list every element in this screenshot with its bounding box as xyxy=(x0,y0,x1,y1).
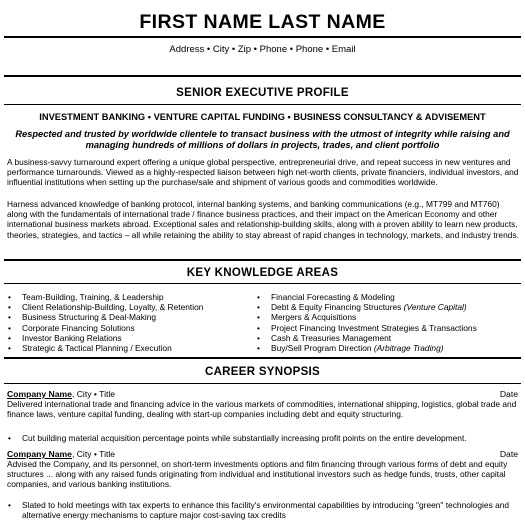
job-date: Date xyxy=(499,389,518,399)
knowledge-item: • Team-Building, Training, & Leadership xyxy=(8,292,203,302)
job-location-title: , City • Title xyxy=(71,389,116,399)
knowledge-top-rule xyxy=(4,259,521,261)
knowledge-item xyxy=(257,292,477,302)
knowledge-item-text: Project Financing Investment Strategies & Transactions xyxy=(271,322,477,333)
knowledge-item: • Corporate Financing Solutions xyxy=(8,323,203,333)
career-top-rule xyxy=(4,357,521,359)
profile-bottom-rule xyxy=(4,104,521,105)
candidate-name: FIRST NAME LAST NAME xyxy=(139,11,386,33)
job-achievements xyxy=(8,500,516,520)
profile-skills-paragraph: Harness advanced knowledge of banking protocol, internal banking systems, and banking communications (e.g., MT799 and MT760) along with the fundamentals of international trade / finance business practices, and their impact on the American Economy and other international business markets abroad. Exceptional sales and relationship-building skills, along with a proven ability to learn new products, theories, strategies, and tactics – all while retaining the ability to stay abreast of rapid changes in technology, markets, and industry trends. xyxy=(7,199,519,240)
knowledge-item: • Business Structuring & Deal-Making xyxy=(8,312,203,322)
achievement-item: • Slated to hold meetings with tax experts to enhance this facility's environmental capabilities by introducing "green" technologies and alternative energy mechanisms to capture major cost-saving tax credits xyxy=(8,500,516,520)
profile-summary-paragraph: A business-savvy turnaround expert offering a unique global perspective, entrepreneurial drive, and repeat success in new ventures and performance turnarounds. Viewed as a highly-respected liaison between high net-worth clients, private financiers, individual investors, and influential institutions when setting up the purchase/sale and shipment of various goods and commodities worldwide. xyxy=(7,157,519,188)
career-bottom-rule xyxy=(4,383,521,384)
knowledge-item: • Client Relationship-Building, Loyalty, & Retention xyxy=(8,302,203,312)
knowledge-item: • Strategic & Tactical Planning / Execution xyxy=(8,343,203,353)
job-date: Date xyxy=(499,449,518,459)
knowledge-item xyxy=(257,302,477,312)
company-name: Company Name xyxy=(7,389,72,399)
job-achievements xyxy=(8,433,516,443)
profile-heading: SENIOR EXECUTIVE PROFILE xyxy=(176,87,349,99)
knowledge-item-text: Debt & Equity Financing Structures xyxy=(271,302,404,313)
knowledge-bottom-rule xyxy=(4,283,521,284)
knowledge-heading: KEY KNOWLEDGE AREAS xyxy=(186,267,339,279)
knowledge-item xyxy=(257,343,477,353)
contact-line: Address • City • Zip • Phone • Phone • Email xyxy=(169,44,356,55)
knowledge-item-note: (Arbitrage Trading) xyxy=(373,343,444,354)
header-divider xyxy=(4,36,521,38)
job-description: Advised the Company, and its personnel, on short-term investments options and film financing through various forms of debt and equity structures ... along with any raised funds originating from individual and institutional investors such as hedge funds, trusts, other capital companies, and various banking institutions. xyxy=(7,459,508,490)
knowledge-item xyxy=(257,333,477,343)
knowledge-item-text: Cash & Treasuries Management xyxy=(271,332,392,343)
job-location-title: , City • Title xyxy=(71,449,116,459)
career-heading: CAREER SYNOPSIS xyxy=(204,366,321,378)
knowledge-item-text: Buy/Sell Program Direction xyxy=(271,343,374,354)
knowledge-item-note: (Venture Capital) xyxy=(403,302,467,313)
knowledge-item: • Investor Banking Relations xyxy=(8,333,203,343)
profile-tagline: Respected and trusted by worldwide clientele to transact business with the utmost of integrity while raising and managing hundreds of millions of dollars in projects, trades, and client portfolio xyxy=(15,129,510,150)
knowledge-item-text: Mergers & Acquisitions xyxy=(271,312,357,323)
specialties-line: INVESTMENT BANKING • VENTURE CAPITAL FUNDING • BUSINESS CONSULTANCY & ADVISEMENT xyxy=(39,112,486,122)
profile-top-rule xyxy=(4,75,521,77)
knowledge-list-right xyxy=(257,292,477,353)
achievement-item: • Cut building material acquisition percentage points while substantially increasing profit points on the entire development. xyxy=(8,433,516,443)
company-name: Company Name xyxy=(7,449,72,459)
knowledge-item-text: Financial Forecasting & Modeling xyxy=(271,292,395,302)
knowledge-list-left xyxy=(8,292,203,353)
knowledge-item xyxy=(257,323,477,333)
knowledge-item xyxy=(257,312,477,322)
job-description: Delivered international trade and financing advice in the various markets of commodities, international shipping, logistics, global trade and finance laws, venture capital funding, dealing with start-up companies including debt and equity structuring. xyxy=(7,399,517,420)
